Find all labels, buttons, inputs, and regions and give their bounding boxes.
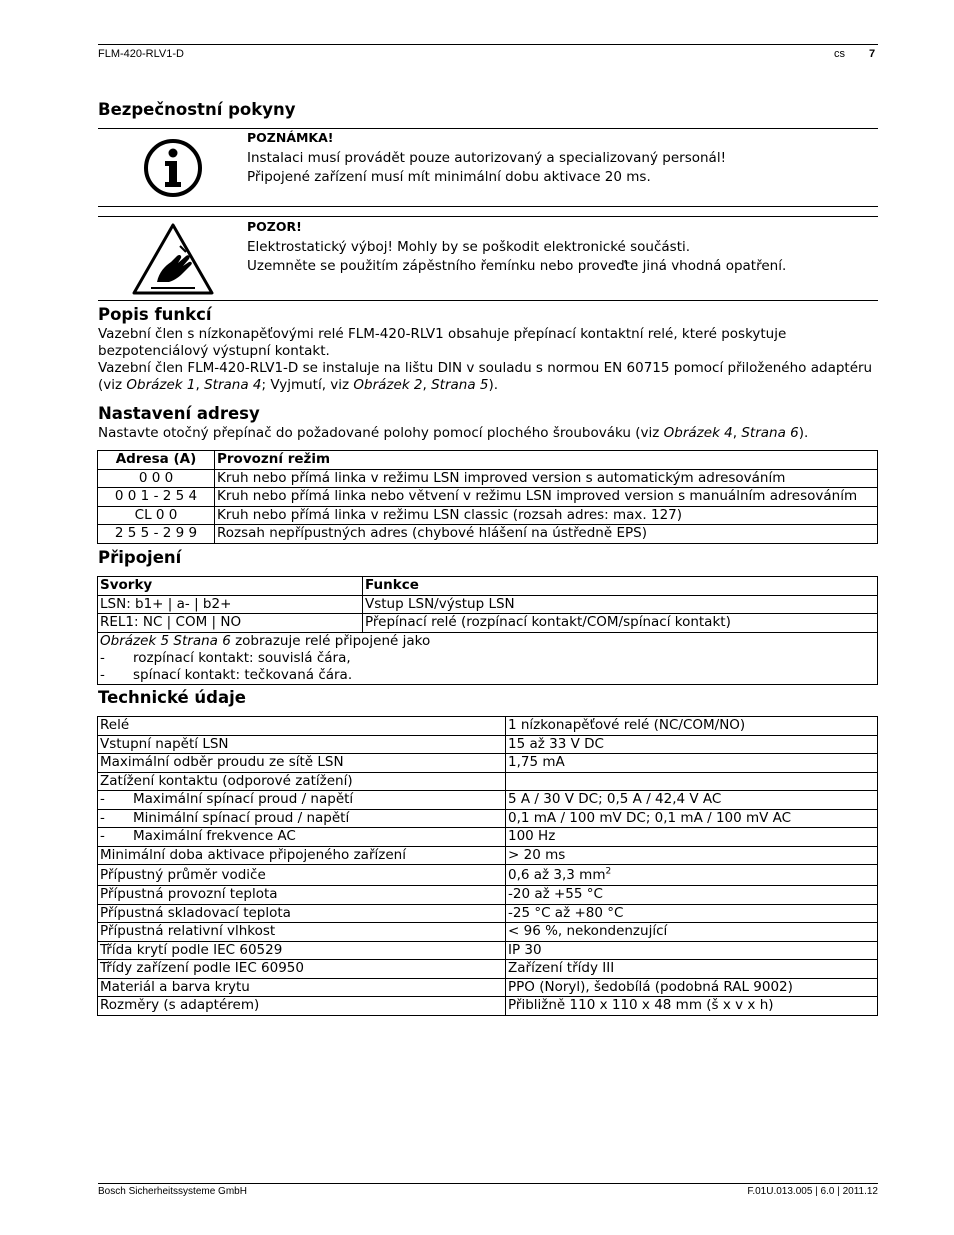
list-item	[100, 667, 875, 684]
spec-value-cell	[506, 886, 878, 905]
specs-heading: Technické údaje	[98, 688, 246, 707]
spec-label: Materiál a barva krytu	[100, 978, 250, 995]
spec-label: Přípustný průměr vodiče	[100, 867, 266, 883]
note-line-2: Připojené zařízení musí mít minimální dobu aktivace 20 ms.	[247, 169, 651, 185]
spec-label-cell	[98, 809, 506, 828]
ref-text: ).	[798, 425, 809, 441]
function-heading: Popis funkcí	[98, 305, 212, 324]
mode-cell: Kruh nebo přímá linka v režimu LSN improved version s automatickým adresováním	[215, 469, 878, 488]
table-row	[98, 997, 878, 1016]
bullet-dash: -	[100, 791, 105, 807]
info-icon	[141, 136, 205, 200]
ref-text: ).	[488, 377, 499, 393]
spec-label: Třídy zařízení podle IEC 60950	[100, 960, 304, 976]
table-header-row	[98, 451, 878, 470]
spec-label: Přípustná relativní vlhkost	[100, 923, 276, 939]
spec-value: PPO (Noryl), šedobílá (podobná RAL 9002)	[508, 978, 793, 995]
footer-company: Bosch Sicherheitssysteme GmbH	[98, 1186, 247, 1197]
connection-heading: Připojení	[98, 548, 182, 567]
table-row	[98, 469, 878, 488]
spec-value-cell	[506, 791, 878, 810]
spec-value: Zařízení třídy III	[508, 960, 615, 976]
bullet-dash: -	[100, 828, 105, 844]
table-row	[98, 506, 878, 525]
connection-note-line	[100, 633, 875, 650]
safety-rule-mid-2	[98, 216, 878, 217]
spec-value: 1,75 mA	[508, 754, 565, 770]
spec-label-cell	[98, 923, 506, 942]
spec-value-cell	[506, 717, 878, 736]
footer-doc-ref: F.01U.013.005 | 6.0 | 2011.12	[747, 1186, 878, 1197]
spec-label-cell	[98, 717, 506, 736]
column-header: Funkce	[363, 577, 878, 596]
spec-value: < 96 %, nekondenzující	[508, 923, 668, 939]
terminal-cell: REL1: NC | COM | NO	[98, 614, 363, 633]
table-row	[98, 904, 878, 923]
header-lang: cs	[834, 48, 845, 60]
table-row	[98, 978, 878, 997]
esd-warning-icon	[131, 222, 215, 296]
column-header: Svorky	[98, 577, 363, 596]
spec-value: Přibližně 110 x 110 x 48 mm (š x v x h)	[508, 997, 774, 1013]
ref-text: ,	[732, 425, 742, 441]
list-item-text: rozpínací kontakt: souvislá čára,	[133, 649, 351, 666]
spec-label: Přípustná provozní teplota	[100, 886, 278, 902]
table-row	[98, 846, 878, 865]
table-row	[98, 960, 878, 979]
note-text: zobrazuje relé připojené jako	[230, 632, 431, 649]
table-row	[98, 525, 878, 544]
table-row	[98, 614, 878, 633]
table-row	[98, 923, 878, 942]
spec-value: 0,1 mA / 100 mV DC; 0,1 mA / 100 mV AC	[508, 809, 792, 826]
table-row	[98, 828, 878, 847]
table-row	[98, 754, 878, 773]
spec-label-cell	[98, 865, 506, 886]
safety-rule-top	[98, 128, 878, 129]
table-row	[98, 772, 878, 791]
page-ref-link[interactable]: Strana 4	[204, 377, 262, 393]
connection-note-cell	[98, 632, 878, 684]
spec-value: 100 Hz	[508, 828, 556, 844]
spec-label-cell	[98, 941, 506, 960]
spec-label: Maximální spínací proud / napětí	[133, 791, 354, 807]
address-heading: Nastavení adresy	[98, 404, 260, 423]
header-page-number: 7	[869, 48, 876, 60]
page-ref-link[interactable]: Strana 5	[431, 377, 489, 393]
address-cell: 0 0 0	[98, 469, 215, 488]
figure-ref-link[interactable]: Obrázek 1	[126, 377, 196, 393]
caution-label: POZOR!	[247, 219, 302, 234]
spec-value-cell	[506, 978, 878, 997]
spec-label-cell	[98, 754, 506, 773]
function-line-1: Vazební člen s nízkonapěťovými relé FLM-420-RLV1 obsahuje přepínací kontaktní relé, které poskytuje	[98, 326, 787, 342]
footer-rule	[98, 1183, 878, 1184]
spec-value: -20 až +55 °C	[508, 886, 603, 902]
figure-ref-link[interactable]: Obrázek 2	[353, 377, 423, 393]
bullet-dash: -	[100, 649, 105, 666]
spec-label-cell	[98, 886, 506, 905]
spec-value-cell	[506, 865, 878, 886]
address-table	[97, 450, 878, 544]
spec-value-cell	[506, 923, 878, 942]
spec-value-cell	[506, 772, 878, 791]
table-row	[98, 717, 878, 736]
table-row	[98, 865, 878, 886]
list-item	[100, 650, 875, 667]
table-row	[98, 735, 878, 754]
table-row	[98, 488, 878, 507]
spec-label-cell	[98, 978, 506, 997]
spec-label-cell	[98, 828, 506, 847]
spec-label-cell	[98, 997, 506, 1016]
ref-text: Nastavte otočný přepínač do požadované polohy pomocí plochého šroubováku (viz	[98, 425, 664, 441]
bullet-dash: -	[100, 666, 105, 683]
spec-label-cell	[98, 904, 506, 923]
address-cell: 2 5 5 - 2 9 9	[98, 525, 215, 544]
column-header: Adresa (A)	[98, 451, 215, 470]
function-cell: Vstup LSN/výstup LSN	[363, 595, 878, 614]
table-row	[98, 941, 878, 960]
function-ref-line	[98, 377, 498, 395]
table-row	[98, 886, 878, 905]
table-row	[98, 595, 878, 614]
spec-label-cell	[98, 791, 506, 810]
spec-label: Minimální spínací proud / napětí	[133, 809, 350, 826]
spec-value: 0,6 až 3,3 mm	[508, 867, 606, 883]
caution-line-1: Elektrostatický výboj! Mohly by se poškodit elektronické součásti.	[247, 239, 691, 255]
spec-value: 1 nízkonapěťové relé (NC/COM/NO)	[508, 717, 746, 733]
spec-value: -25 °C až +80 °C	[508, 904, 624, 921]
specs-table	[97, 716, 878, 1016]
function-line-2: bezpotenciálový výstupní kontakt.	[98, 343, 330, 359]
header-rule	[98, 44, 878, 45]
spec-label: Relé	[100, 717, 130, 733]
spec-label-cell	[98, 772, 506, 791]
table-row	[98, 809, 878, 828]
spec-value-cell	[506, 997, 878, 1016]
bullet-dash: -	[100, 809, 105, 826]
spec-label: Vstupní napětí LSN	[100, 735, 229, 752]
function-line-3: Vazební člen FLM-420-RLV1-D se instaluje na lištu DIN v souladu s normou EN 60715 pomocí přiloženého adaptéru	[98, 360, 873, 376]
mode-cell: Kruh nebo přímá linka v režimu LSN classic (rozsah adres: max. 127)	[215, 506, 878, 525]
spec-value-cell	[506, 941, 878, 960]
note-line-1: Instalaci musí provádět pouze autorizovaný a specializovaný personál!	[247, 150, 726, 166]
spec-label: Rozměry (s adaptérem)	[100, 997, 260, 1013]
spec-label-cell	[98, 846, 506, 865]
terminal-cell: LSN: b1+ | a- | b2+	[98, 595, 363, 614]
table-header-row	[98, 577, 878, 596]
spec-value-cell	[506, 828, 878, 847]
spec-label: Minimální doba aktivace připojeného zařízení	[100, 846, 406, 863]
spec-value: > 20 ms	[508, 846, 566, 863]
table-row	[98, 632, 878, 684]
spec-label: Třída krytí podle IEC 60529	[100, 941, 283, 958]
spec-label-cell	[98, 735, 506, 754]
page-ref-link[interactable]: Strana 6	[741, 425, 799, 441]
spec-value: IP 30	[508, 941, 542, 958]
address-cell: CL 0 0	[98, 506, 215, 525]
function-cell: Přepínací relé (rozpínací kontakt/COM/spínací kontakt)	[363, 614, 878, 633]
spec-value: 5 A / 30 V DC; 0,5 A / 42,4 V AC	[508, 791, 722, 807]
caution-line-2: Uzemněte se použitím zápěstního řemínku nebo proveďte jiná vhodná opatření.	[247, 258, 787, 274]
spec-value-cell	[506, 904, 878, 923]
spec-label: Přípustná skladovací teplota	[100, 904, 291, 921]
spec-label: Maximální odběr proudu ze sítě LSN	[100, 754, 344, 770]
safety-rule-mid-1	[98, 206, 878, 207]
spec-label-cell	[98, 960, 506, 979]
header-doc-id: FLM-420-RLV1-D	[98, 48, 184, 60]
spec-value-cell	[506, 960, 878, 979]
spec-value-cell	[506, 846, 878, 865]
address-intro	[98, 425, 808, 443]
table-row	[98, 791, 878, 810]
safety-heading: Bezpečnostní pokyny	[98, 100, 296, 119]
connection-table	[97, 576, 878, 685]
superscript: 2	[605, 866, 612, 877]
spec-label: Maximální frekvence AC	[133, 828, 296, 844]
list-item-text: spínací kontakt: tečkovaná čára.	[133, 666, 353, 683]
spec-value-cell	[506, 754, 878, 773]
address-cell: 0 0 1 - 2 5 4	[98, 488, 215, 507]
spec-value-cell	[506, 735, 878, 754]
ref-text: (viz	[98, 377, 127, 393]
ref-text: ,	[195, 377, 205, 393]
column-header: Provozní režim	[215, 451, 878, 470]
spec-value-cell	[506, 809, 878, 828]
spec-value: 15 až 33 V DC	[508, 735, 604, 752]
ref-text: ; Vyjmutí, viz	[261, 377, 354, 393]
note-label: POZNÁMKA!	[247, 130, 334, 145]
spec-label: Zatížení kontaktu (odporové zatížení)	[100, 772, 353, 789]
mode-cell: Kruh nebo přímá linka nebo větvení v režimu LSN improved version s manuálním adresováním	[215, 488, 878, 507]
ref-text: ,	[422, 377, 432, 393]
figure-ref-link[interactable]: Obrázek 4	[663, 425, 733, 441]
mode-cell: Rozsah nepřípustných adres (chybové hlášení na ústředně EPS)	[215, 525, 878, 544]
safety-rule-bottom	[98, 300, 878, 301]
figure-ref-link[interactable]: Obrázek 5 Strana 6	[100, 632, 231, 649]
